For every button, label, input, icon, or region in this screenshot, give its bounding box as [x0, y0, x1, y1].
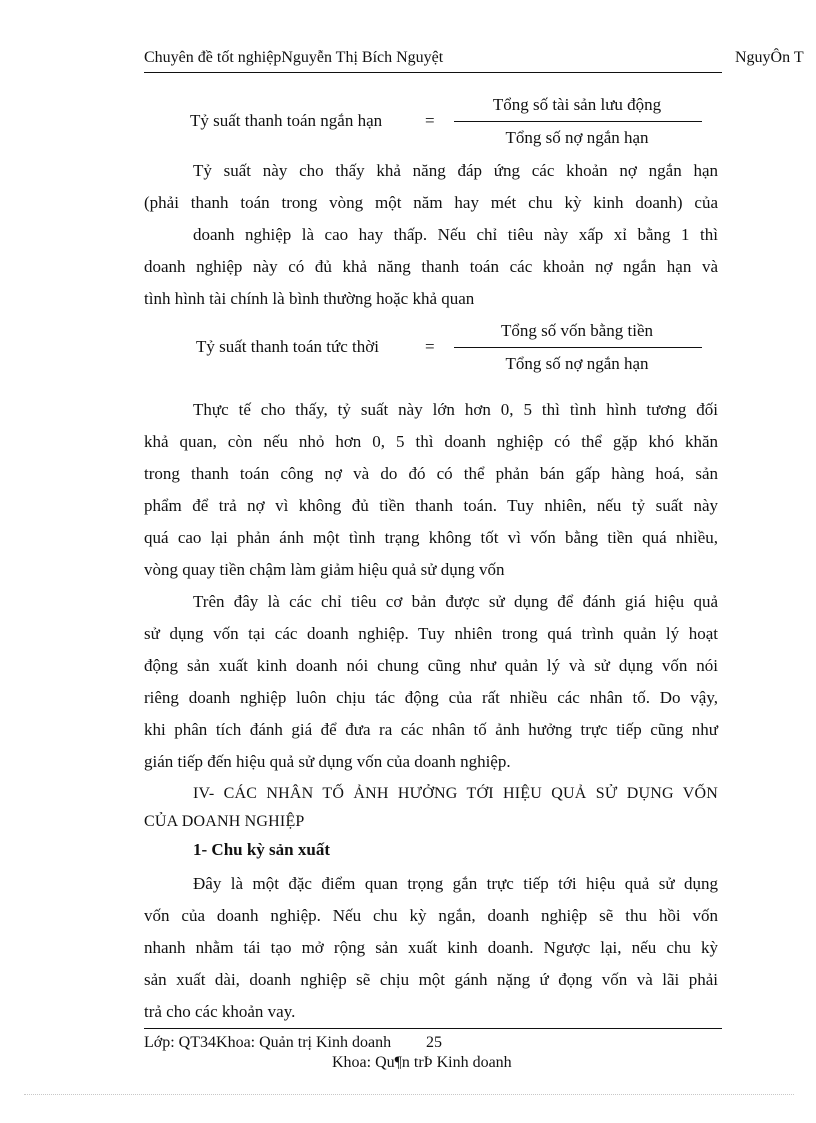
- header-right-text: NguyÔn T: [735, 49, 804, 66]
- footer-left-text: Lớp: QT34Khoa: Quản trị Kinh doanh: [144, 1034, 392, 1051]
- section-heading: [144, 780, 718, 836]
- text-line: nhanh nhằm tái tạo mở rộng sản xuất kinh doanh. Ngược lại, nếu chu kỳ: [144, 938, 718, 957]
- subheading: 1- Chu kỳ sản xuất: [193, 840, 330, 859]
- formula-denominator: Tổng số nợ ngắn hạn: [505, 354, 649, 373]
- text-line: Trên đây là các chỉ tiêu cơ bản được sử dụng để đánh giá hiệu quả: [193, 592, 718, 611]
- paragraph-4: [144, 868, 718, 1028]
- formula-equals: =: [425, 111, 435, 130]
- footer-rule: [144, 1028, 722, 1029]
- page-number: 25: [426, 1034, 442, 1051]
- formula-label: Tỷ suất thanh toán ngắn hạn: [190, 111, 383, 130]
- text-line: vòng quay tiền chậm làm giảm hiệu quả sử dụng vốn: [144, 560, 505, 579]
- text-line: Đây là một đặc điểm quan trọng gắn trực tiếp tới hiệu quả sử dụng: [193, 874, 718, 893]
- page-edge-divider: [24, 1094, 794, 1095]
- text-line: động sản xuất kinh doanh nói chung cũng như quản lý và sử dụng vốn nói: [144, 656, 718, 675]
- text-line: doanh nghiệp này có đủ khả năng thanh toán các khoản nợ ngắn hạn và: [144, 257, 718, 276]
- heading-line: CỦA DOANH NGHIỆP: [144, 813, 305, 830]
- text-line: gián tiếp đến hiệu quả sử dụng vốn của doanh nghiệp.: [144, 752, 511, 771]
- formula-denominator: Tổng số nợ ngắn hạn: [505, 128, 649, 147]
- fraction-bar: [454, 121, 702, 122]
- text-line: doanh nghiệp là cao hay thấp. Nếu chỉ tiêu này xấp xỉ bằng 1 thì: [193, 225, 718, 244]
- text-line: Thực tế cho thấy, tỷ suất này lớn hơn 0, 5 thì tình hình tương đối: [193, 400, 718, 419]
- formula-numerator: Tổng số tài sản lưu động: [492, 95, 662, 114]
- footer-center-text: Khoa: Qu¶n trÞ Kinh doanh: [332, 1054, 512, 1071]
- text-line: riêng doanh nghiệp luôn chịu tác động của rất nhiều các nhân tố. Do vậy,: [144, 688, 718, 707]
- text-line: tình hình tài chính là bình thường hoặc khả quan: [144, 289, 475, 308]
- paragraph-1: [144, 155, 718, 315]
- formula-quick-ratio: [0, 318, 816, 378]
- text-line: (phải thanh toán trong vòng một năm hay mét chu kỳ kinh doanh) của: [144, 193, 718, 212]
- heading-line: IV- CÁC NHÂN TỐ ẢNH HƯỞNG TỚI HIỆU QUẢ SỬ DỤNG VỐN: [193, 785, 718, 802]
- paragraph-3: [144, 586, 718, 778]
- text-line: sản xuất dài, doanh nghiệp sẽ chịu một gánh nặng ứ đọng vốn và lãi phải: [144, 970, 718, 989]
- text-line: trả cho các khoản vay.: [144, 1002, 296, 1021]
- paragraph-2: [144, 394, 718, 586]
- text-line: quá cao lại phản ánh một tình trạng không tốt vì vốn bằng tiền quá nhiều,: [144, 528, 718, 547]
- formula-short-term-ratio: [0, 92, 816, 152]
- fraction-bar: [454, 347, 702, 348]
- header-rule: [144, 72, 722, 73]
- formula-label: Tỷ suất thanh toán tức thời: [196, 337, 379, 356]
- formula-numerator: Tổng số vốn bằng tiền: [500, 321, 654, 340]
- text-line: khả quan, còn nếu nhỏ hơn 0, 5 thì doanh nghiệp có thể gặp khó khăn: [144, 432, 718, 451]
- text-line: vốn của doanh nghiệp. Nếu chu kỳ ngắn, doanh nghiệp sẽ thu hồi vốn: [144, 906, 718, 925]
- header-left-text: Chuyên đề tốt nghiệpNguyễn Thị Bích Nguyệt: [144, 49, 444, 66]
- formula-equals: =: [425, 337, 435, 356]
- text-line: sử dụng vốn tại các doanh nghiệp. Tuy nhiên trong quá trình quản lý hoạt: [144, 624, 718, 643]
- text-line: Tỷ suất này cho thấy khả năng đáp ứng các khoản nợ ngắn hạn: [193, 161, 718, 180]
- text-line: phẩm để trả nợ vì không đủ tiền thanh toán. Tuy nhiên, nếu tỷ suất này: [144, 496, 718, 515]
- text-line: khi phân tích đánh giá để đưa ra các nhân tố ảnh hưởng trực tiếp cũng như: [144, 720, 718, 739]
- text-line: trong thanh toán công nợ và do đó có thể phản bán gấp hàng hoá, sản: [144, 464, 718, 483]
